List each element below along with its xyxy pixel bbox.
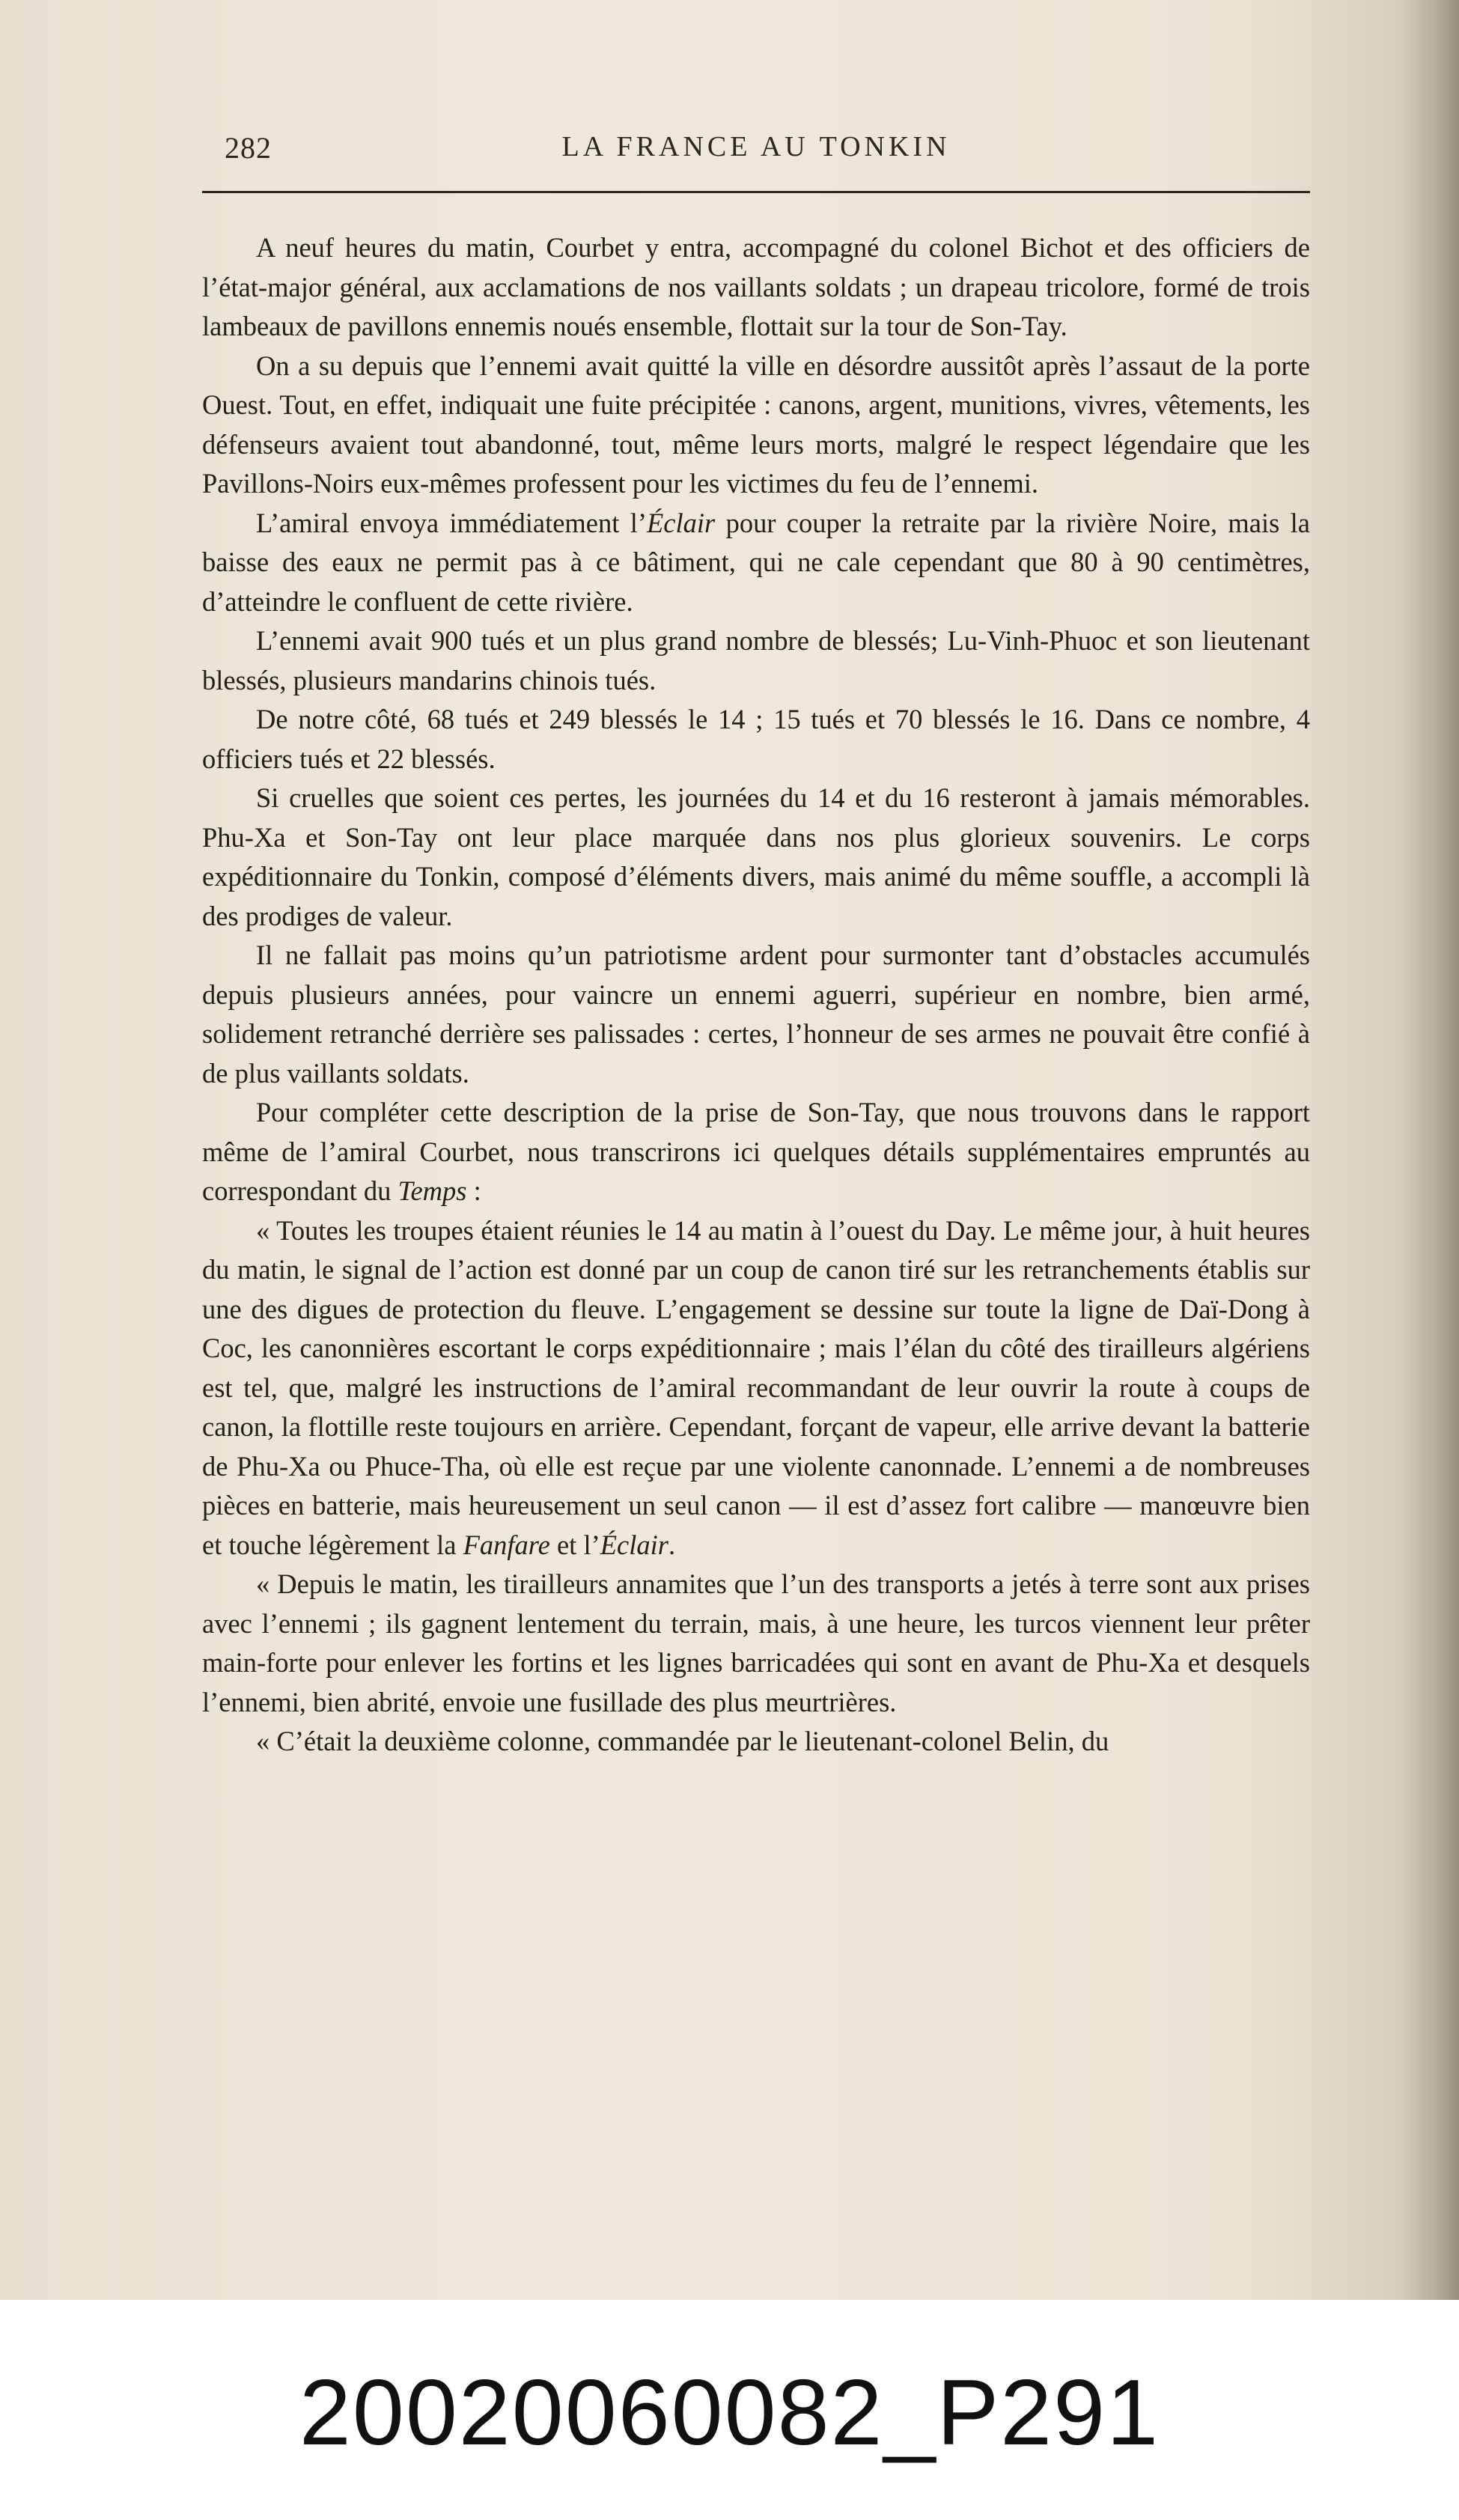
- ship-name: Éclair: [647, 507, 716, 538]
- paragraph: On a su depuis que l’ennemi avait quitté la ville en désordre aussitôt après l’assaut de la porte Ouest. Tout, en effet, indiquait une fuite précipitée : canons, argent, munitions, vivres, vêtements, les défenseurs avaient tout abandonné, tout, même leurs morts, malgré le respect légendaire que les Pavillons-Noirs eux-mêmes professent pour les victimes du feu de l’ennemi.: [202, 350, 1310, 499]
- archive-id: 20020060082_P291: [299, 2361, 1160, 2465]
- paragraph: L’ennemi avait 900 tués et un plus grand nombre de blessés; Lu-Vinh-Phuoc et son lieutenant blessés, plusieurs mandarins chinois tués.: [202, 625, 1310, 696]
- archive-footer: [0, 2300, 1459, 2520]
- header-rule: [202, 191, 1310, 193]
- paragraph: Pour compléter cette description de la prise de Son-Tay, que nous trouvons dans le rapport même de l’amiral Courbet, nous transcrirons ici quelques détails supplémentaires empruntés au correspondant du Temps :: [202, 1097, 1310, 1206]
- newspaper-name: Temps: [398, 1175, 467, 1206]
- running-head: [202, 120, 1310, 180]
- paragraph: Il ne fallait pas moins qu’un patriotisme ardent pour surmonter tant d’obstacles accumulés depuis plusieurs années, pour vaincre un ennemi aguerri, supérieur en nombre, bien armé, solidement retranché derrière ses palissades : certes, l’honneur de ses armes ne pouvait être confié à de plus vaillants soldats.: [202, 940, 1310, 1089]
- paragraph: A neuf heures du matin, Courbet y entra, accompagné du colonel Bichot et des officiers de l’état-major général, aux acclamations de nos vaillants soldats ; un drapeau tricolore, formé de trois lambeaux de pavillons ennemis noués ensemble, flottait sur la tour de Son-Tay.: [202, 232, 1310, 341]
- book-title: LA FRANCE AU TONKIN: [561, 131, 951, 162]
- body-text: [202, 228, 1310, 1762]
- paragraph: L’amiral envoya immédiatement l’Éclair pour couper la retraite par la rivière Noire, mais la baisse des eaux ne permit pas à ce bâtiment, qui ne cale cependant que 80 à 90 centimètres, d’atteindre le confluent de cette rivière.: [202, 507, 1310, 617]
- paragraph: « C’était la deuxième colonne, commandée par le lieutenant-colonel Belin, du: [256, 1726, 1109, 1756]
- ship-name: Fanfare: [463, 1529, 550, 1560]
- paragraph: Si cruelles que soient ces pertes, les journées du 14 et du 16 resteront à jamais mémorables. Phu-Xa et Son-Tay ont leur place marquée dans nos plus glorieux souvenirs. Le corps expéditionnaire du Tonkin, composé d’éléments divers, mais animé du même souffle, a accompli là des prodiges de valeur.: [202, 782, 1310, 931]
- paragraph: De notre côté, 68 tués et 249 blessés le 14 ; 15 tués et 70 blessés le 16. Dans ce nombre, 4 officiers tués et 22 blessés.: [202, 704, 1310, 774]
- page-number: 282: [225, 131, 272, 165]
- paragraph: « Toutes les troupes étaient réunies le 14 au matin à l’ouest du Day. Le même jour, à huit heures du matin, le signal de l’action est donné par un coup de canon tiré sur les retranchements établis sur une des digues de protection du fleuve. L’engagement se dessine sur toute la ligne de Daï-Dong à Coc, les canonnières escortant le corps expéditionnaire ; mais l’élan du côté des tirailleurs algériens est tel, que, malgré les instructions de l’amiral recommandant de leur ouvrir la route à coups de canon, la flottille reste toujours en arrière. Cependant, forçant de vapeur, elle arrive devant la batterie de Phu-Xa ou Phuce-Tha, où elle est reçue par une violente canonnade. L’ennemi a de nombreuses pièces en batterie, mais heureusement un seul canon — il est d’assez fort calibre — manœuvre bien et touche légèrement la Fanfare et l’Éclair.: [202, 1214, 1310, 1560]
- paragraph: « Depuis le matin, les tirailleurs annamites que l’un des transports a jetés à terre sont aux prises avec l’ennemi ; ils gagnent lentement du terrain, mais, à une heure, les turcos viennent leur prêter main-forte pour enlever les fortins et les lignes barricadées qui sont en avant de Phu-Xa et desquels l’ennemi, bien abrité, envoie une fusillade des plus meurtrières.: [202, 1568, 1310, 1717]
- ship-name: Éclair: [600, 1529, 668, 1560]
- page-edge-shadow: [1399, 0, 1459, 2300]
